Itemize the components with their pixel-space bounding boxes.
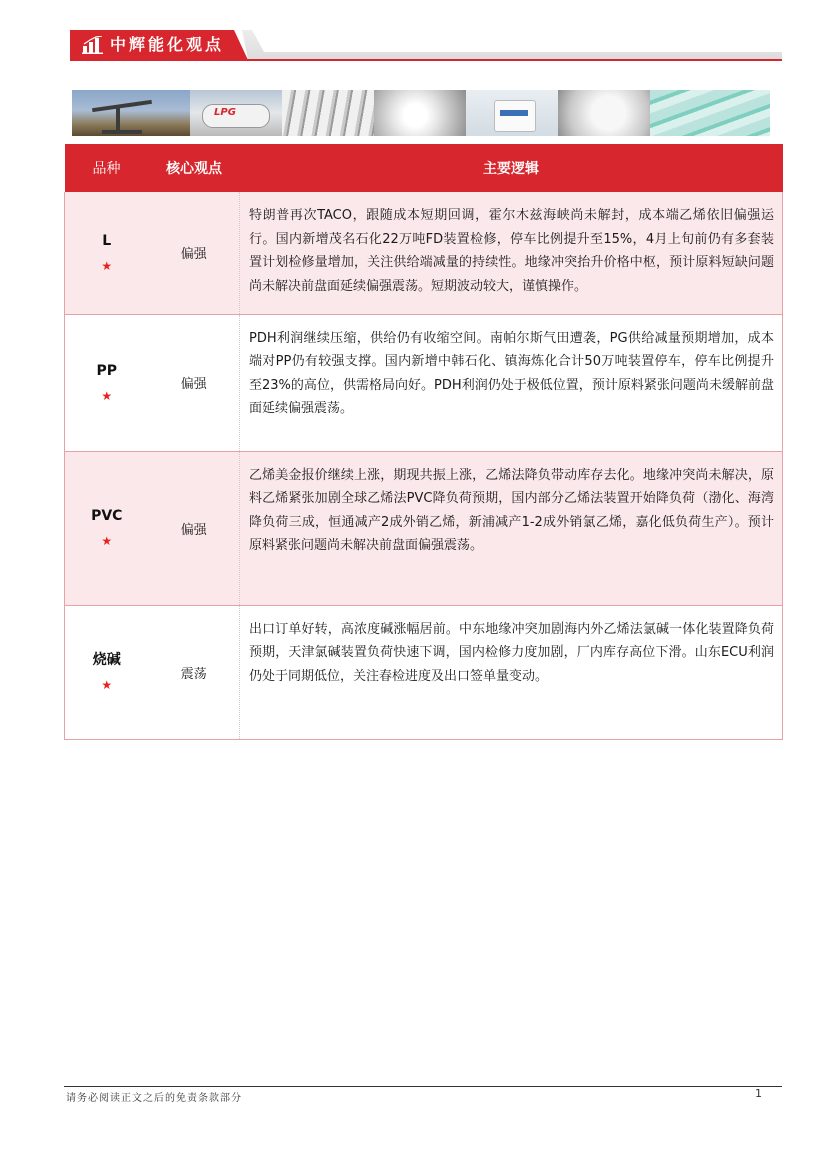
footer-disclaimer: 请务必阅读正文之后的免责条款部分 (66, 1093, 242, 1104)
product-name: 烧碱 (92, 652, 121, 668)
glass-sheets-photo (650, 90, 770, 136)
product-cell (65, 192, 149, 314)
logic-cell: 出口订单好转，高浓度碱涨幅居前。中东地缘冲突加剧海内外乙烯法氯碱一体化装置降负荷预期，天津氯碱装置负荷快速下调，国内检修力度加剧，厂内库存高位下滑。山东ECU利润仍处于同期低位，关注春检进度及出口签单量变动。 (240, 605, 783, 739)
column-header-product: 品种 (65, 144, 149, 192)
product-cell (65, 605, 149, 739)
core-view-cell: 震荡 (149, 605, 240, 739)
bar-chart-icon (82, 36, 104, 54)
product-cell (65, 314, 149, 451)
table-row (65, 192, 783, 314)
star-icon: ★ (101, 534, 113, 548)
viewpoint-table (64, 144, 783, 740)
header-grey-band (242, 30, 782, 60)
core-view-cell: 偏强 (149, 451, 240, 605)
header-title: 中辉能化观点 (110, 35, 225, 54)
page-number: 1 (755, 1087, 762, 1100)
product-name: L (102, 232, 112, 249)
table-row (65, 605, 783, 739)
product-name: PP (96, 362, 118, 379)
product-name: PVC (91, 508, 123, 524)
report-header-banner (70, 30, 782, 62)
star-icon: ★ (101, 678, 113, 692)
column-header-core-view: 核心观点 (149, 144, 240, 192)
logic-cell: PDH利润继续压缩，供给仍有收缩空间。南帕尔斯气田遭袭，PG供给减量预期增加，成本端对PP仍有较强支撑。国内新增中韩石化、镇海炼化合计50万吨装置停车，停车比例提升至23%的高位，供需格局向好。PDH利润仍处于极低位置，预计原料紧张问题尚未缓解前盘面延续偏强震荡。 (240, 314, 783, 451)
plastic-pellets-photo (374, 90, 466, 136)
lpg-tank-photo: LPG (190, 90, 282, 136)
chemical-jar-photo (466, 90, 558, 136)
table-row (65, 314, 783, 451)
column-header-main-logic: 主要逻辑 (240, 144, 783, 192)
table-header-row (65, 144, 783, 192)
product-cell (65, 451, 149, 605)
star-icon: ★ (101, 258, 113, 273)
table-row (65, 451, 783, 605)
footer-divider (64, 1086, 782, 1087)
pvc-pipes-photo (282, 90, 374, 136)
core-view-cell: 偏强 (149, 192, 240, 314)
star-icon: ★ (101, 388, 113, 403)
core-view-cell: 偏强 (149, 314, 240, 451)
resin-granules-photo (558, 90, 650, 136)
logic-cell: 乙烯美金报价继续上涨，期现共振上涨，乙烯法降负带动库存去化。地缘冲突尚未解决，原料乙烯紧张加剧全球乙烯法PVC降负荷预期，国内部分乙烯法装置开始降负荷（渤化、海湾降负荷三成，恒通减产2成外销乙烯，新浦减产1-2成外销氯乙烯，嘉化低负荷生产）。预计原料紧张问题尚未解决前盘面偏强震荡。 (240, 451, 783, 605)
product-photo-strip (72, 90, 782, 136)
oil-pump-photo (72, 90, 190, 136)
header-underline (70, 59, 782, 61)
logic-cell: 特朗普再次TACO，跟随成本短期回调，霍尔木兹海峡尚未解封，成本端乙烯依旧偏强运行。国内新增茂名石化22万吨FD装置检修，停车比例提升至15%，4月上旬前仍有多套装置计划检修量增加，关注供给端减量的持续性。地缘冲突抬升价格中枢，预计原料短缺问题尚未解决前盘面延续偏强震荡。短期波动较大，谨慎操作。 (240, 192, 783, 314)
